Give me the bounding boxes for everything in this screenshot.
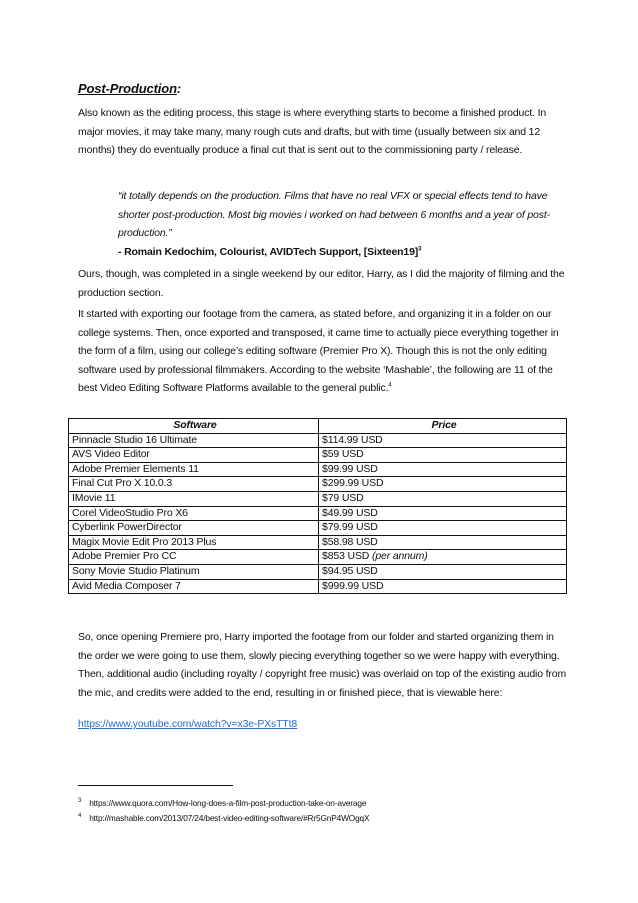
price-value: $999.99 USD: [322, 579, 384, 592]
table-row: [69, 521, 567, 536]
footnote-divider: [78, 785, 233, 786]
paragraph-editing-text: It started with exporting our footage from the camera, as stated before, and organizing it in a folder on our college systems. Then, once exported and transposed, it came time to actually piece everything together in the form of a film, using our college’s editing software (Premier Pro X). Though this is not the only editing software used by professional filmmakers. According to the website ‘Mashable’, the following are 11 of the best Video Editing Software Platforms available to the general public.: [78, 308, 559, 395]
section-heading: [78, 81, 181, 96]
price-value: $58.98 USD: [322, 535, 378, 548]
price-value: $99.99 USD: [322, 462, 378, 475]
software-name-cell: Magix Movie Edit Pro 2013 Plus: [69, 535, 319, 550]
price-cell: [319, 564, 567, 579]
header-price: Price: [319, 419, 567, 434]
table-header-row: [69, 419, 567, 434]
paragraph-premiere: So, once opening Premiere pro, Harry imported the footage from our folder and started organizing them in the order we were going to use them, slowly piecing everything together so we were happy with everything. Then, additional audio (including royalty / copyright free music) was overlaid on top of the existing audio from the mic, and credits were added to the end, resulting in or finished piece, that is viewable here:: [78, 631, 567, 699]
price-cell: [319, 579, 567, 594]
software-name-cell: Final Cut Pro X 10.0.3: [69, 477, 319, 492]
youtube-link[interactable]: https://www.youtube.com/watch?v=x3e-PXsTTt8: [78, 718, 298, 730]
section-title: Post-Production: [78, 81, 177, 96]
intro-paragraph: Also known as the editing process, this stage is where everything starts to become a finished product. In major movies, it may take many, many rough cuts and drafts, but with time (usually between six and 12 months) they do eventually produce a final cut that is sent out to the commissioning party / release.: [78, 107, 547, 157]
table-body: [69, 433, 567, 594]
price-cell: [319, 521, 567, 536]
price-cell: [319, 506, 567, 521]
price-note: (per annum): [372, 550, 428, 563]
table-row: [69, 433, 567, 448]
table-row: [69, 550, 567, 565]
table-row: [69, 579, 567, 594]
quote-attribution: [118, 243, 563, 262]
software-price-table: [68, 418, 567, 594]
header-software: Software: [69, 419, 319, 434]
price-value: $79.99 USD: [322, 521, 378, 534]
quote-attribution-name: - Romain Kedochim, Colourist, AVIDTech Support, [Sixteen19]: [118, 245, 419, 258]
quote-text: “it totally depends on the production. Films that have no real VFX or special effects tend to have shorter post-production. Most big movies i worked on had between 6 months and a year of post-production.”: [118, 190, 550, 240]
paragraph-footnote-ref[interactable]: 4: [388, 382, 392, 389]
footnote-url: https://www.quora.com/How-long-does-a-film-post-production-take-on-average: [89, 798, 367, 808]
footnote-url: http://mashable.com/2013/07/24/best-video-editing-software/#Rr5GnP4WOgqX: [89, 813, 370, 823]
software-name-cell: Sony Movie Studio Platinum: [69, 564, 319, 579]
quote-footnote-ref[interactable]: 3: [418, 246, 422, 253]
price-cell: [319, 448, 567, 463]
table-row: [69, 491, 567, 506]
price-value: $79 USD: [322, 491, 364, 504]
table-row: [69, 477, 567, 492]
software-name-cell: Cyberlink PowerDirector: [69, 521, 319, 536]
price-cell: [319, 433, 567, 448]
price-cell: [319, 491, 567, 506]
price-cell: [319, 550, 567, 565]
price-value: $94.95 USD: [322, 564, 378, 577]
price-cell: [319, 462, 567, 477]
software-name-cell: IMovie 11: [69, 491, 319, 506]
footnote-4: [78, 813, 369, 823]
software-name-cell: Corel VideoStudio Pro X6: [69, 506, 319, 521]
software-name-cell: Avid Media Composer 7: [69, 579, 319, 594]
footnote-number: 4: [78, 813, 82, 820]
price-cell: [319, 477, 567, 492]
section-title-suffix: :: [176, 81, 182, 96]
software-name-cell: Pinnacle Studio 16 Ultimate: [69, 433, 319, 448]
software-name-cell: AVS Video Editor: [69, 448, 319, 463]
price-cell: [319, 535, 567, 550]
block-quote: [118, 187, 563, 261]
table-row: [69, 462, 567, 477]
software-name-cell: Adobe Premier Elements 11: [69, 462, 319, 477]
price-value: $49.99 USD: [322, 506, 378, 519]
paragraph-editing: [78, 305, 568, 398]
price-value: $59 USD: [322, 448, 364, 461]
table-row: [69, 564, 567, 579]
table-row: [69, 535, 567, 550]
table-row: [69, 448, 567, 463]
footnote-number: 3: [78, 798, 82, 805]
software-name-cell: Adobe Premier Pro CC: [69, 550, 319, 565]
footnote-3: [78, 798, 366, 808]
table-row: [69, 506, 567, 521]
price-value: $853 USD: [322, 550, 373, 563]
price-value: $114.99 USD: [322, 433, 383, 446]
paragraph-weekend: Ours, though, was completed in a single weekend by our editor, Harry, as I did the majority of filming and the production section.: [78, 268, 565, 299]
price-value: $299.99 USD: [322, 477, 384, 490]
